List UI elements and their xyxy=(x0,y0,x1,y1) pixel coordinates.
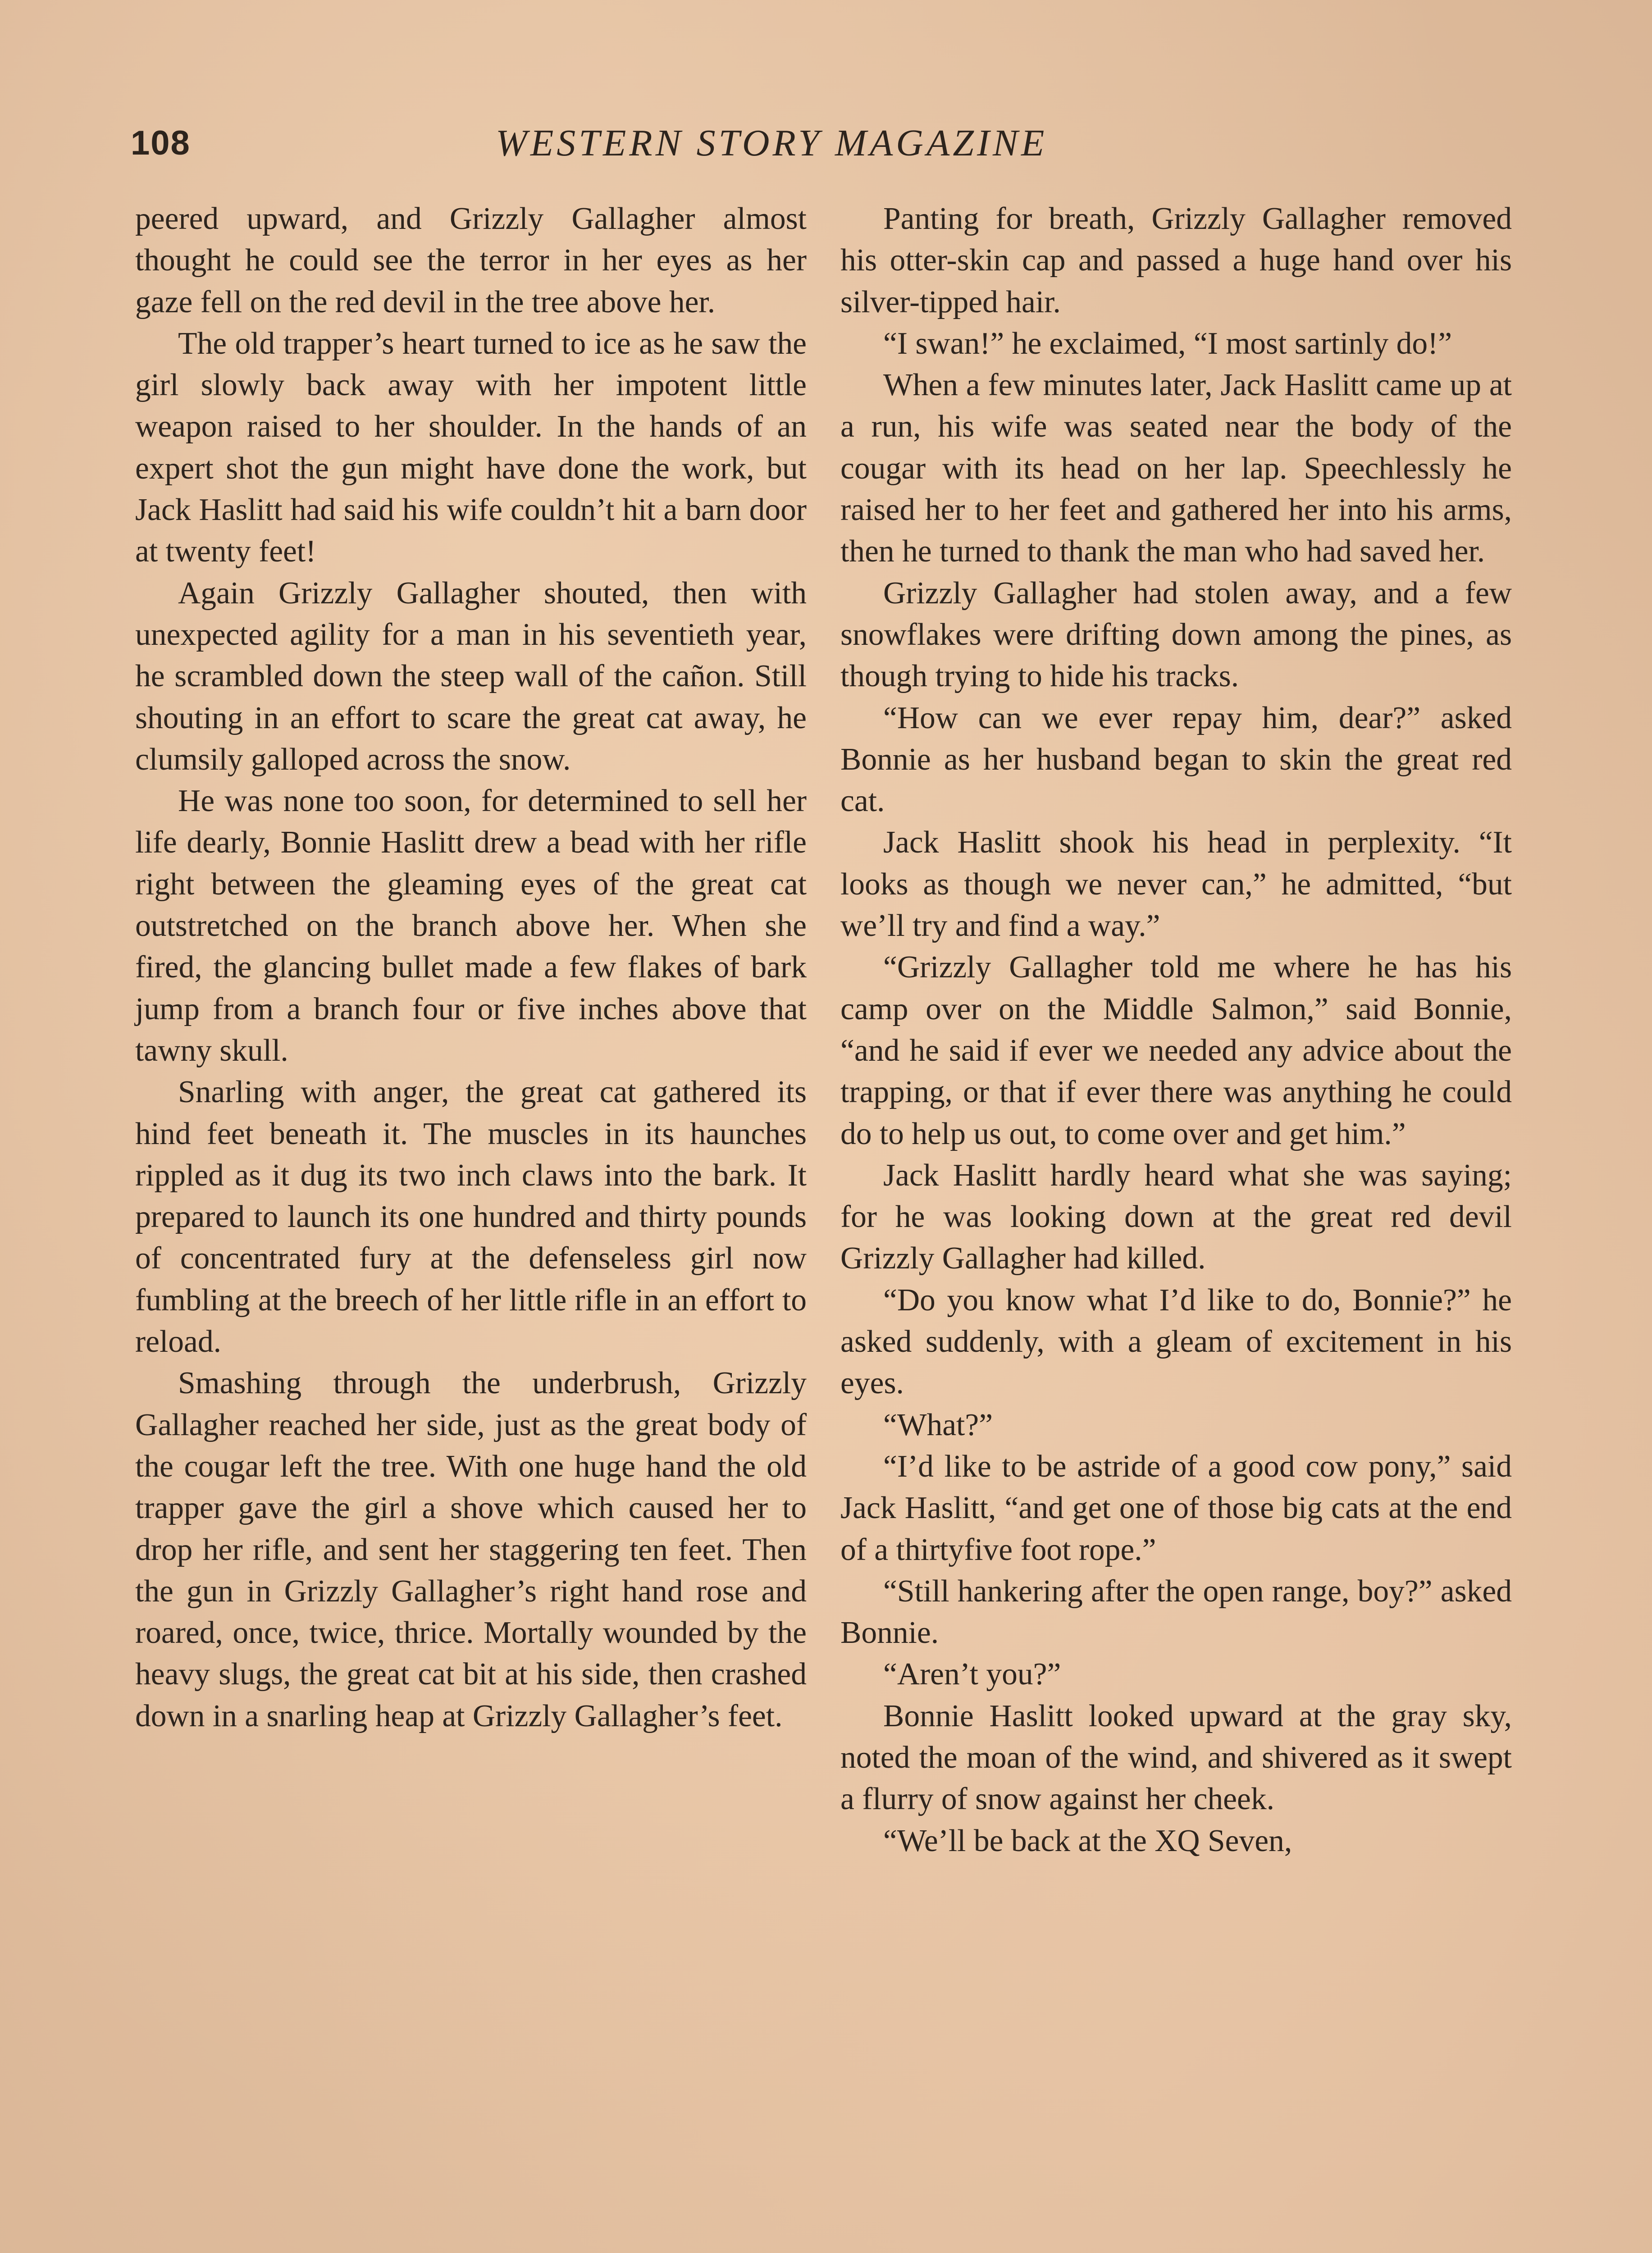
magazine-title: WESTERN STORY MAGAZINE xyxy=(496,122,1048,164)
paragraph: The old trapper’s heart turned to ice as he saw the girl slowly back away with her impotent little weapon raised to her shoulder. In the hands of an expert shot the gun might have done the work, but Jack Haslitt had said his wife couldn’t hit a barn door at twenty feet! xyxy=(135,326,807,569)
paragraph: Jack Haslitt hardly heard what she was saying; for he was looking down at the great red devil Grizzly Gallagher had killed. xyxy=(840,1158,1512,1276)
paragraph: He was none too soon, for determined to sell her life dearly, Bonnie Haslitt drew a bead with her rifle right between the gleaming eyes of the great cat outstretched on the branch above her. When she fired, the glancing bullet made a few flakes of bark jump from a branch four or five inches above that tawny skull. xyxy=(135,784,807,1068)
paragraph: “Aren’t you?” xyxy=(883,1657,1061,1692)
paragraph: “I’d like to be astride of a good cow pony,” said Jack Haslitt, “and get one of those big cats at the end of a thirtyfive foot rope.” xyxy=(840,1449,1512,1567)
paragraph: Grizzly Gallagher had stolen away, and a few snowflakes were drifting down among the pines, as though trying to hide his tracks. xyxy=(840,575,1512,694)
paragraph: Panting for breath, Grizzly Gallagher removed his otter-skin cap and passed a huge hand over his silver-tipped hair. xyxy=(840,201,1512,319)
left-column xyxy=(135,198,807,1737)
paragraph: “I swan!” he exclaimed, “I most sartinly do!” xyxy=(883,326,1452,361)
paragraph: Bonnie Haslitt looked upward at the gray sky, noted the moan of the wind, and shivered as it swept a flurry of snow against her cheek. xyxy=(840,1698,1512,1817)
page-number: 108 xyxy=(131,124,191,162)
paragraph: Snarling with anger, the great cat gathered its hind feet beneath it. The muscles in its haunches rippled as it dug its two inch claws into the bark. It prepared to launch its one hundred and thirty pounds of concentrated fury at the defenseless girl now fumbling at the breech of her little rifle in an effort to reload. xyxy=(135,1075,807,1359)
paragraph: “How can we ever repay him, dear?” asked Bonnie as her husband began to skin the great red cat. xyxy=(840,700,1512,819)
right-column xyxy=(840,198,1512,1862)
paragraph: “Still hankering after the open range, boy?” asked Bonnie. xyxy=(840,1573,1512,1651)
paragraph: “Grizzly Gallagher told me where he has his camp over on the Middle Salmon,” said Bonnie, “and he said if ever we needed any advice about the trapping, or that if ever there was anything he could do to help us out, to come over and get him.” xyxy=(840,950,1512,1151)
paragraph: peered upward, and Grizzly Gallagher almost thought he could see the terror in her eyes as her gaze fell on the red devil in the tree above her. xyxy=(135,201,807,319)
paragraph: Again Grizzly Gallagher shouted, then with unexpected agility for a man in his seventieth year, he scrambled down the steep wall of the cañon. Still shouting in an effort to scare the great cat away, he clumsily galloped across the snow. xyxy=(135,575,807,777)
paragraph: Smashing through the underbrush, Grizzly Gallagher reached her side, just as the great body of the cougar left the tree. With one huge hand the old trapper gave the girl a shove which caused her to drop her rifle, and sent her staggering ten feet. Then the gun in Grizzly Gallagher’s right hand rose and roared, once, twice, thrice. Mortally wounded by the heavy slugs, the great cat bit at his side, then crashed down in a snarling heap at Grizzly Gallagher’s feet. xyxy=(135,1366,807,1733)
paragraph: “What?” xyxy=(883,1407,993,1442)
paragraph: “Do you know what I’d like to do, Bonnie?” he asked suddenly, with a gleam of excitement in his eyes. xyxy=(840,1282,1512,1401)
paragraph: Jack Haslitt shook his head in perplexity. “It looks as though we never can,” he admitted, “but we’ll try and find a way.” xyxy=(840,825,1512,944)
paragraph: “We’ll be back at the XQ Seven, xyxy=(883,1823,1292,1858)
page-header xyxy=(122,121,1537,175)
paragraph: When a few minutes later, Jack Haslitt came up at a run, his wife was seated near the body of the cougar with its head on her lap. Speechlessly he raised her to her feet and gathered her into his arms, then he turned to thank the man who had saved her. xyxy=(840,368,1512,569)
